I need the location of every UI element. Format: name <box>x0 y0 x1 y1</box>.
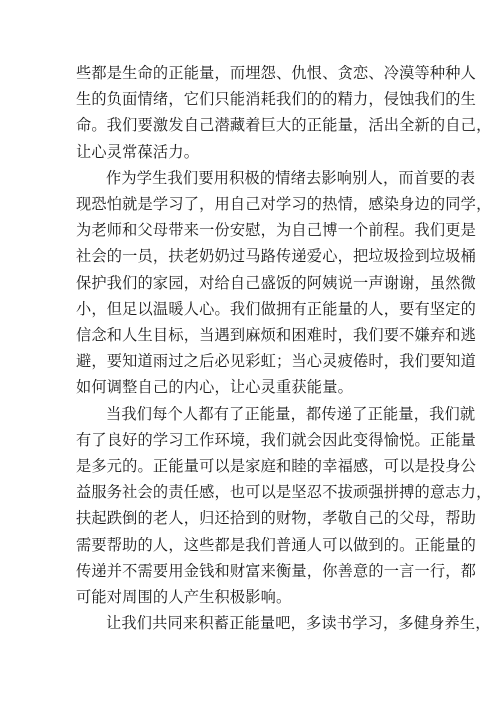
paragraph-line: 信念和人生目标，当遇到麻烦和困难时，我们要不嫌弃和逃 <box>76 326 477 345</box>
paragraph-line: 生的负面情绪，它们只能消耗我们的的精力，侵蚀我们的生 <box>76 90 477 109</box>
paragraph-line: 作为学生我们要用积极的情绪去影响别人，而首要的表 <box>106 168 476 187</box>
paragraph-line: 避，要知道雨过之后必见彩虹；当心灵疲倦时，我们要知道 <box>76 352 477 371</box>
paragraph-line: 传递并不需要用金钱和财富来衡量，你善意的一言一行，都 <box>76 561 477 580</box>
paragraph-line: 是多元的。正能量可以是家庭和睦的幸福感，可以是投身公 <box>76 457 477 476</box>
paragraph-4 <box>76 610 491 636</box>
paragraph-line: 可能对周围的人产生积极影响。 <box>76 588 292 607</box>
paragraph-line: 让我们共同来积蓄正能量吧，多读书学习，多健身养生， <box>106 614 491 633</box>
paragraph-line: 扶起跌倒的老人，归还拾到的财物，孝敬自己的父母，帮助 <box>76 509 477 528</box>
paragraph-line: 让心灵常葆活力。 <box>76 142 200 161</box>
paragraph-line: 有了良好的学习工作环境，我们就会因此变得愉悦。正能量 <box>76 430 477 449</box>
paragraph-line: 当我们每个人都有了正能量，都传递了正能量，我们就 <box>106 404 476 423</box>
paragraph-2 <box>76 165 492 401</box>
paragraph-line: 社会的一员，扶老奶奶过马路传递爱心，把垃圾捡到垃圾桶 <box>76 247 477 266</box>
paragraph-3 <box>76 401 492 611</box>
paragraph-1 <box>76 60 492 165</box>
paragraph-line: 需要帮助的人，这些都是我们普通人可以做到的。正能量的 <box>76 535 477 554</box>
paragraph-line: 益服务社会的责任感，也可以是坚忍不拔顽强拼搏的意志力， <box>76 483 492 502</box>
paragraph-line: 保护我们的家园，对给自己盛饭的阿姨说一声谢谢，虽然微 <box>76 273 477 292</box>
paragraph-line: 为老师和父母带来一份安慰，为自己博一个前程。我们更是 <box>76 221 477 240</box>
paragraph-line: 如何调整自己的内心，让心灵重获能量。 <box>76 378 353 397</box>
paragraph-line: 小，但足以温暖人心。我们做拥有正能量的人，要有坚定的 <box>76 299 477 318</box>
paragraph-line: 些都是生命的正能量，而埋怨、仇恨、贪恋、冷漠等种种人 <box>76 64 477 82</box>
document-body <box>76 60 492 636</box>
paragraph-line: 现恐怕就是学习了，用自己对学习的热情，感染身边的同学， <box>76 195 492 214</box>
paragraph-line: 命。我们要激发自己潜藏着巨大的正能量，活出全新的自己， <box>76 116 492 135</box>
